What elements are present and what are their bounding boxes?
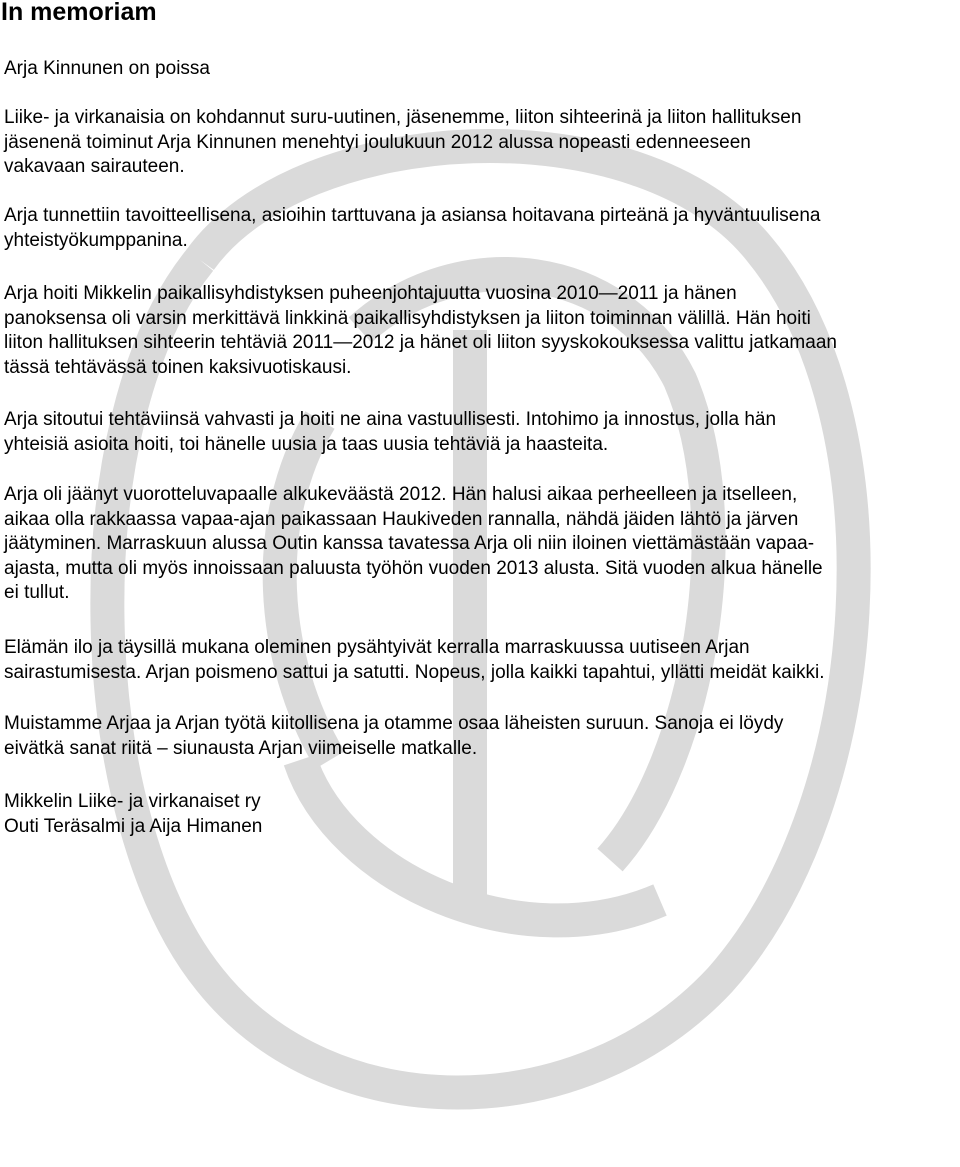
page-title: In memoriam bbox=[1, 0, 157, 26]
paragraph-6: Elämän ilo ja täysillä mukana oleminen pysähtyivät kerralla marraskuussa uutiseen Arjan sairastumisesta. Arjan poismeno sattui ja satutti. Nopeus, jolla kaikki tapahtui, yllätti meidät kaikki. bbox=[4, 637, 825, 683]
paragraph-3: Arja hoiti Mikkelin paikallisyhdistyksen puheenjohtajuutta vuosina 2010—2011 ja hänen panoksensa oli varsin merkittävä linkkinä paikallisyhdistyksen ja liiton toiminnan välillä. Hän hoiti liiton hallituksen sihteerin tehtäviä 2011—2012 ja hänet oli liiton syyskokouksessa valittu jatkamaan tässä tehtävässä toinen kaksivuotiskausi. bbox=[4, 283, 837, 378]
paragraph-5: Arja oli jäänyt vuorotteluvapaalle alkukeväästä 2012. Hän halusi aikaa perheelleen ja itselleen, aikaa olla rakkaassa vapaa-ajan paikassaan Haukiveden rannalla, nähdä jäiden lähtö ja järven jäätyminen. Marraskuun alussa Outin kanssa tavatessa Arja oli niin iloinen viettämästään vapaa- ajasta, mutta oli myös innoissaan paluusta työhön vuoden 2013 alusta. Sitä vuoden alkua hänelle ei tullut. bbox=[4, 484, 823, 603]
paragraph-4: Arja sitoutui tehtäviinsä vahvasti ja hoiti ne aina vastuullisesti. Intohimo ja innostus, jolla hän yhteisiä asioita hoiti, toi hänelle uusia ja taas uusia tehtäviä ja haasteita. bbox=[4, 409, 777, 455]
signature: Mikkelin Liike- ja virkanaiset ry Outi Teräsalmi ja Aija Himanen bbox=[4, 791, 263, 837]
paragraph-2: Arja tunnettiin tavoitteellisena, asioihin tarttuvana ja asiansa hoitavana pirteänä ja hyväntuulisena yhteistyökumppanina. bbox=[4, 205, 821, 251]
paragraph-1: Liike- ja virkanaisia on kohdannut suru-uutinen, jäsenemme, liiton sihteerinä ja liiton hallituksen jäsenenä toiminut Arja Kinnunen menehtyi joulukuun 2012 alussa nopeasti edenneeseen vakavaan sairauteen. bbox=[4, 107, 802, 177]
paragraph-7: Muistamme Arjaa ja Arjan työtä kiitollisena ja otamme osaa läheisten suruun. Sanoja ei löydy eivätkä sanat riitä – siunausta Arjan viimeiselle matkalle. bbox=[4, 713, 784, 759]
subtitle: Arja Kinnunen on poissa bbox=[4, 58, 210, 79]
